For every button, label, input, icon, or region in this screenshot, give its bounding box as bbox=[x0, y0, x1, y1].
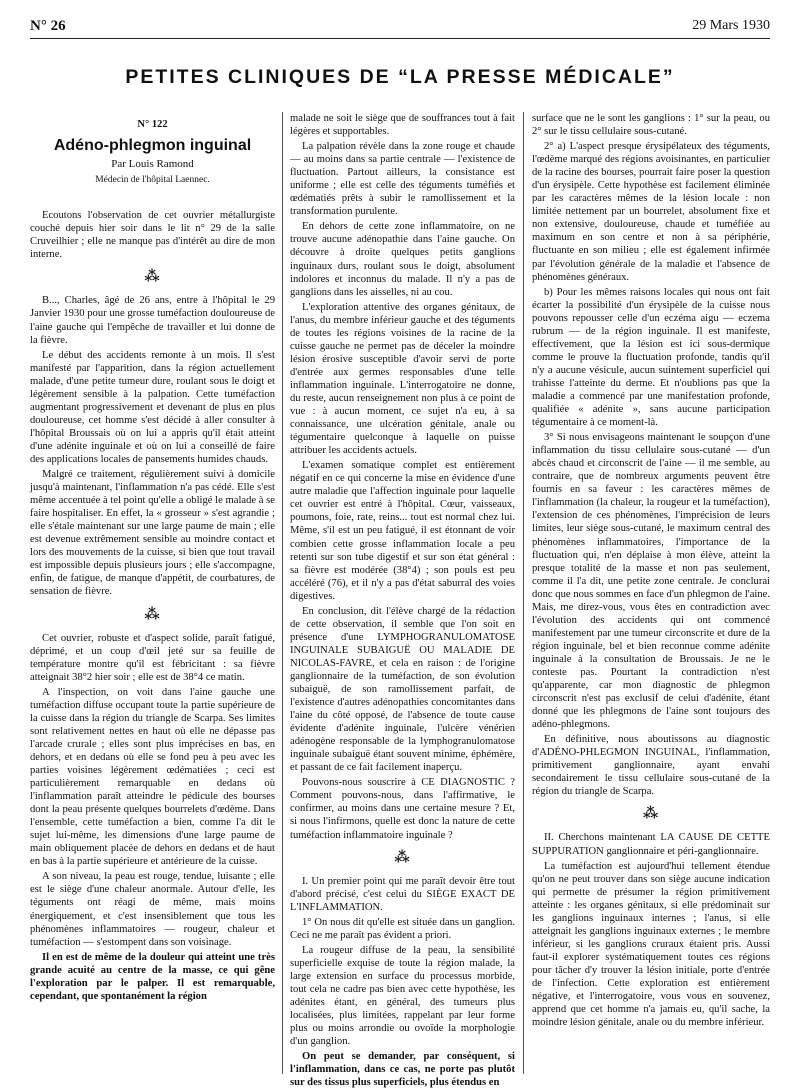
paragraph: surface que ne le sont les ganglions : 1° sur la peau, ou 2° sur le tissu cellulaire sous-cutané. bbox=[532, 113, 770, 138]
paragraph: En conclusion, dit l'élève chargé de la rédaction de cette observation, il semble que l'on soit en présence d'une LYMPHOGRANULOMATOSE INGUINALE SUBAIGUË OU MALADIE DE NICOLAS-FAVRE, et cela en raison : de l'origine ganglionnaire de la tuméfaction, de son évolution subaiguë, de son ramollissement parfait, de l'existence d'autres adénopathies concomitantes dans l'aine du côté opposé, de l'absence de toute cause évidente d'adénite inguinale, l'ulcère vénérien adénogène responsable de la lymphogranulomatose inguinale subaiguë étant souvent minime, éphémère, et passant de ce fait facilement inaperçu. bbox=[290, 605, 515, 774]
paragraph: En dehors de cette zone inflammatoire, on ne trouve aucune adénopathie dans l'aine gauche. On découvre à droite quelques petits ganglions inguinaux durs, roulant sous le doigt, absolument indolores et inconnus du malade. Il n'y a pas de ganglions dans les aisselles, ni au cou. bbox=[290, 221, 515, 298]
paragraph: L'examen somatique complet est entièrement négatif en ce qui concerne la mise en évidence d'une autre maladie que l'affection inguinale pour laquelle cet ouvrier est entré à l'hôpital. Cœur, vaisseaux, poumons, foie, rate, reins... tout est normal chez lui. Même, s'il est un peu fatigué, il est étonnant de voir combien cette grosse inflammation locale a peu retenti sur son tube digestif et sur son état général : sa fièvre est modérée (38°4) ; son pouls est peu accéléré (76), et il n'y a pas d'état saburral des voies digestives. bbox=[290, 460, 515, 602]
paragraph: La rougeur diffuse de la peau, la sensibilité superficielle exquise de toute la région malade, la large extension en surface du processus morbide, tout cela ne cadre pas bien avec cette hypothèse, les adénites étant, en général, des tumeurs plus localisées, plus limitées, rappelant par leur forme plus ou moins arrondie ou ovoïde la morphologie d'un ganglion. bbox=[290, 944, 515, 1048]
section-separator: ⁂ bbox=[394, 849, 411, 866]
column-divider bbox=[523, 112, 524, 1074]
paragraph: II. Cherchons maintenant LA CAUSE DE CETTE SUPPURATION ganglionnaire et péri-ganglionnaire. bbox=[532, 832, 770, 857]
paragraph: I. Un premier point qui me paraît devoir être tout d'abord précisé, c'est celui du SIÈGE EXACT DE L'INFLAMMATION. bbox=[290, 875, 515, 913]
column-divider bbox=[282, 112, 283, 1074]
paragraph: Pouvons-nous souscrire à CE DIAGNOSTIC ? Comment pouvons-nous, dans l'affirmative, le confirmer, au moins dans une certaine mesure ? Et, si nous l'infirmons, quelle est donc la nature de cette tuméfaction inflammatoire inguinale ? bbox=[290, 777, 515, 841]
section-separator: ⁂ bbox=[144, 269, 161, 286]
paragraph: On peut se demander, par conséquent, si l'inflammation, dans ce cas, ne porte pas plutôt sur des tissus plus superficiels, plus étendus en bbox=[290, 1051, 515, 1089]
paragraph: Le début des accidents remonte à un mois. Il s'est manifesté par l'apparition, dans la région actuellement malade, d'une petite tumeur dure, roulant sous le doigt et légèrement sensible à la palpation. Cette tuméfaction augmentant progressivement et devenant de plus en plus douloureuse, cet homme s'est décidé à aller consulter à l'hôpital Broussais où on lui a appris qu'il était atteint d'une adénite inguinale et où on lui a conseillé de faire des applications locales de pansements humides chauds. bbox=[30, 349, 275, 465]
article-title: Adéno-phlegmon inguinal bbox=[53, 137, 252, 155]
paragraph: Malgré ce traitement, régulièrement suivi à domicile jusqu'à maintenant, l'inflammation n'a pas cédé. Elle s'est même accentuée à tel point qu'elle a obligé le malade à se faire hospitaliser. En effet, la « grosseur » s'est agrandie ; elle s'étale maintenant sur une large paume de main ; elle est devenue extrêmement sensible au moindre contact et lors des mouvements de la cuisse, si bien que tout travail est impossible depuis plusieurs jours ; elle s'accompagne, enfin, de fatigue, de manque d'appétit, de courbatures, de sensation de fièvre. bbox=[30, 469, 275, 598]
issue-date: 29 Mars 1930 bbox=[692, 18, 770, 33]
paragraph: Il en est de même de la douleur qui atteint une très grande acuité au centre de la masse, ce qui gêne l'exploration par le palper. Il est remarquable, cependant, que spontanément la région bbox=[30, 951, 275, 1002]
paragraph: Ecoutons l'observation de cet ouvrier métallurgiste couché depuis hier soir dans le lit n° 29 de la salle Cruveilhier ; elle ne manque pas d'intérêt au dire de mon interne. bbox=[30, 210, 275, 261]
paragraph: Cet ouvrier, robuste et d'aspect solide, paraît fatigué, déprimé, et un coup d'œil jeté sur sa feuille de température montre qu'il est fébricitant : sa fièvre atteignait 38°2 hier soir ; elle est de 38°4 ce matin. bbox=[30, 632, 275, 683]
section-separator: ⁂ bbox=[642, 806, 660, 823]
paragraph: malade ne soit le siège que de souffrances tout à fait légères et supportables. bbox=[290, 113, 515, 138]
header-rule bbox=[30, 38, 770, 39]
paragraph: 1° On nous dit qu'elle est située dans un ganglion. Ceci ne me paraît pas évident a priori. bbox=[290, 916, 515, 941]
column-1 bbox=[30, 112, 275, 1005]
page-header bbox=[30, 14, 770, 40]
column-2 bbox=[290, 112, 515, 1091]
article-number: N° 122 bbox=[137, 119, 168, 130]
paragraph: 3° Si nous envisageons maintenant le soupçon d'une inflammation du tissu cellulaire sous-cutané — d'un abcès chaud et circonscrit de l'aine — il me semble, au contraire, que de nombreux arguments peuvent être fournis en sa faveur : les caractères mêmes de l'inflammation (la chaleur, la rougeur et la tuméfaction), l'extension de ces phénomènes, l'imprécision de leurs limites, leur siège sous-cutané, le maximum central des phénomènes inflammatoires, l'importance de la fluctuation qui, n'en déplaise à mon élève, atteint la presque totalité de la masse et non pas seulement, comme il l'a dit, une petite zone centrale. Je conclurai donc que nous sommes en face d'un phlegmon de l'aine. Mais, me direz-vous, vous êtes en contradiction avec l'évolution des accidents qui ont commencé manifestement par une tumeur circonscrite et dure de la région inguinale, bel et bien reconnue comme adénite inguinale à la consultation de Broussais. Je ne le conteste pas. Pourtant la contradiction n'est qu'apparente, car mon diagnostic de phlegmon circonscrit n'est pas exclusif de celui d'adénite, étant donné que les phlegmons de l'aine sont toujours des adéno-phlegmons. bbox=[532, 432, 770, 731]
paragraph: A l'inspection, on voit dans l'aine gauche une tuméfaction diffuse occupant toute la partie supérieure de la cuisse dans la région du triangle de Scarpa. Ses limites sont relativement nettes en haut où elle ne dépasse pas l'arcade crurale ; elles sont plus imprécises en bas, en dehors, et en dedans où elle se fond peu à peu avec les parties voisines légèrement œdématiées ; ceci est particulièrement remarquable en dedans où l'inflammation paraît atteindre le pédicule des bourses dont la peau présente quelques bourrelets d'œdème. Dans l'ensemble, cette tuméfaction a bien, comme l'a dit le sujet lui-même, les dimensions d'une large paume de main obliquement placée de dehors en dedans et de haut en bas à la partie supérieure et antérieure de la cuisse. bbox=[30, 686, 275, 868]
issue-number: N° 26 bbox=[30, 18, 66, 34]
series-title: PETITES CLINIQUES DE “LA PRESSE MÉDICALE” bbox=[125, 66, 675, 88]
author-affiliation: Médecin de l'hôpital Laennec. bbox=[95, 175, 210, 186]
paragraph: L'exploration attentive des organes génitaux, de l'anus, du membre inférieur gauche et des téguments de toutes les régions voisines de la racine de la cuisse gauche ne permet pas de déceler la moindre lésion érosive susceptible d'avoir servi de porte d'entrée aux germes responsables d'une telle inflammation inguinale. L'interrogatoire ne donne, du reste, aucun renseignement non plus à ce point de vue : à aucun moment, ce sujet n'a eu, à sa connaissance, une ulcération génitale, anale ou tégumentaire quelconque à laquelle on puisse attribuer les accidents actuels. bbox=[290, 301, 515, 457]
paragraph: En définitive, nous aboutissons au diagnostic d'ADÉNO-PHLEGMON INGUINAL, l'inflammation, primitivement ganglionnaire, ayant envahi secondairement le tissu cellulaire sous-cutané de la région du triangle de Scarpa. bbox=[532, 734, 770, 798]
paragraph: b) Pour les mêmes raisons locales qui nous ont fait écarter la possibilité d'un érysipèle de la cuisse nous pouvons repousser celle d'un eczéma aigu — eczema rubrum — de la région inguinale. Il est manifeste, effectivement, que la lésion est ici sous-dermique comme le prouve la fluctuation profonde, tandis qu'il n'y a aucune vésicule, aucun suintement superficiel qui trahisse l'atteinte du derme. Et n'oublions pas que la maladie a commencé par une manifestation profonde, qualifiée « adénite », sans aucune participation tégumentaire à ce moment-là. bbox=[532, 286, 770, 429]
article-author: Par Louis Ramond bbox=[111, 158, 194, 171]
paragraph: B..., Charles, âgé de 26 ans, entre à l'hôpital le 29 Janvier 1930 pour une grosse tuméfaction douloureuse de l'aine gauche qui l'empêche de travailler et lui donne de la fièvre. bbox=[30, 295, 275, 346]
column-3 bbox=[532, 112, 770, 1031]
paragraph: 2° a) L'aspect presque érysipélateux des téguments, l'œdème marqué des régions avoisinantes, en particulier de la racine des bourses, pourrait faire poser la question d'un érysipèle. Cette hypothèse est facilement éliminée par les caractères mêmes de la lésion locale : non limitée nettement par un bourrelet, absolument fixe et non extensive, douloureuse, chaude et tuméfiée au maximum en son centre et non à sa périphérie, fluctuante en son milieu ; elle est également infirmée par l'évolution générale de la maladie et l'absence de phénomènes généraux. bbox=[532, 141, 770, 283]
paragraph: A son niveau, la peau est rouge, tendue, luisante ; elle est le siège d'une chaleur anormale. Autour d'elle, les téguments ont réagi de même, mais moins énergiquement, et c'est insensiblement que tous les phénomènes inflammatoires — rougeur, chaleur et tuméfaction — s'estompent dans son voisinage. bbox=[30, 871, 275, 948]
section-separator: ⁂ bbox=[144, 606, 161, 623]
paragraph: La tuméfaction est aujourd'hui tellement étendue qu'on ne peut trouver dans son siège aucune indication qui permette de présumer la région primitivement atteinte : les organes génitaux, si elle prédominait sur les ganglions inguinaux internes ; l'anus, si elle atteignait les ganglions inguinaux externes ; le membre inférieur, si les ganglions cruraux étaient pris. Aussi faut-il explorer systématiquement toutes ces régions pour tâcher d'y trouver la lésion initiale, porte d'entrée de l'infection. Cette exploration est entièrement négative, et l'interrogatoire, vous vous en souvenez, apprend que cet homme n'a jamais eu, qu'il sache, la moindre lésion génitale, anale ou du membre inférieur. bbox=[532, 860, 770, 1029]
paragraph: La palpation révèle dans la zone rouge et chaude — au moins dans sa partie centrale — l'existence de fluctuation. Partout ailleurs, la consistance est uniforme ; elle est celle des téguments tuméfiés et œdématiés prêts à subir le ramollissement et la transformation purulente. bbox=[290, 141, 515, 218]
